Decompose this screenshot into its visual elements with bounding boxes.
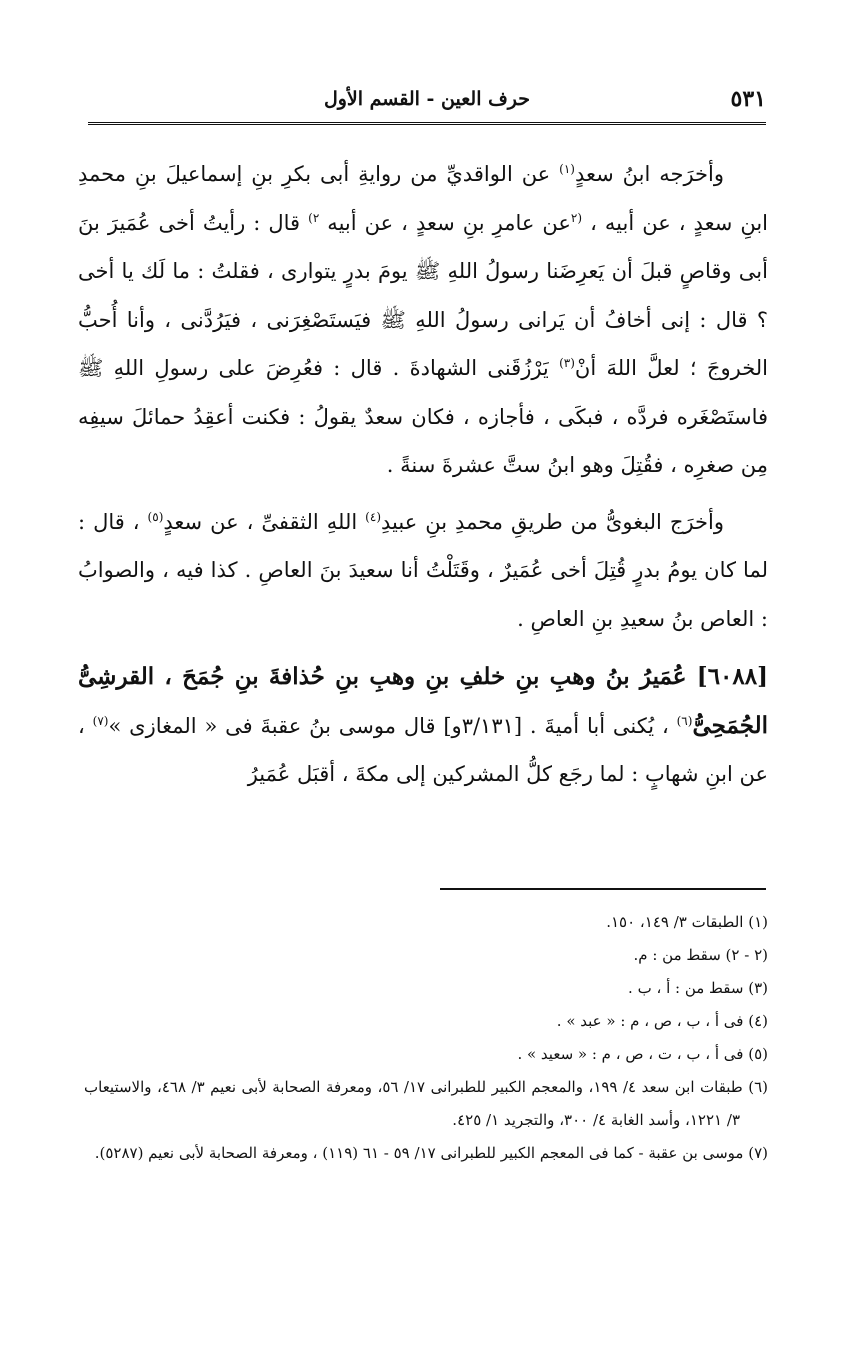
footnote: (٤) فى أ ، ب ، ص ، م : « عبد » . bbox=[556, 1012, 768, 1030]
footnote: (٣) سقط من : أ ، ب . bbox=[628, 979, 768, 997]
header-rule bbox=[88, 122, 766, 125]
footnote: (٢ - ٢) سقط من : م. bbox=[633, 946, 768, 964]
footnote: (١) الطبقات ٣/ ١٤٩، ١٥٠. bbox=[606, 913, 768, 931]
entry-6088 bbox=[78, 653, 768, 799]
footnote-ref: (١) bbox=[559, 162, 575, 176]
footnote-ref: ٢) bbox=[308, 210, 320, 225]
text-run: قال : رأيتُ أخى عُمَيرَ بنَ أبى وقاصٍ قبلَ أن يَعرِضَنا رسولُ اللهِ ﷺ يومَ بدرٍ يتوارى ، فقلتُ : ما لَك يا أخى ؟ قال : إنى أخافُ أن يَرانى رسولُ اللهِ ﷺ فيَستَصْغِرَنى ، فيَرُدَّنى ، وأنا أُحبُّ الخروجَ ؛ لعلَّ اللهَ أنْ bbox=[78, 210, 768, 380]
footnote-ref: (٦) bbox=[676, 713, 693, 728]
text-run: يَرْزُقَنى الشهادةَ . قال : فعُرِضَ على رسولِ اللهِ ﷺ فاستَصْغَره فردَّه ، فبكَى ، فأجازه ، فكان سعدٌ يقولُ : فكنت أعقِدُ حمائلَ سيفِه مِن صغرِه ، فقُتِلَ وهو ابنُ ستَّ عشرةَ سنةً . bbox=[78, 356, 768, 477]
footnote-ref: (٣) bbox=[559, 356, 575, 370]
entry-number: [٦٠٨٨] bbox=[696, 663, 768, 690]
footnote-ref: (٥) bbox=[147, 509, 164, 524]
footnote-ref: (٧) bbox=[92, 713, 109, 728]
text-run: ، قال : لما كان يومُ بدرٍ قُتِلَ أخى عُمَيرٌ ، وقَتَلْتُ أنا سعيدَ بنَ العاصِ . كذا فيه ، والصوابُ : العاص بنُ سعيدِ بنِ العاصِ . bbox=[78, 509, 768, 631]
footnote-ref: (٤) bbox=[365, 509, 381, 524]
paragraph-ibn-saad bbox=[78, 150, 768, 490]
entry-name: عُمَيرُ بنُ وهبِ بنِ خلفِ بنِ وهبِ بنِ حُذافةَ بنِ جُمَحَ ، القرشِىُّ الجُمَحِىُّ bbox=[78, 663, 768, 739]
footnotes bbox=[84, 906, 768, 1170]
main-text bbox=[78, 150, 768, 799]
footnote-separator bbox=[440, 888, 766, 890]
footnote: (٦) طبقات ابن سعد ٤/ ١٩٩، والمعجم الكبير للطبرانى ١٧/ ٥٦، ومعرفة الصحابة لأبى نعيم ٣/ ٤٦٨، والاستيعاب ٣/ ١٢٢١، وأسد الغابة ٤/ ٣٠٠، والتجريد ١/ ٤٢٥. bbox=[84, 1078, 769, 1129]
text-run: وأخرَجه ابنُ سعدٍ bbox=[574, 162, 724, 186]
text-run: اللهِ الثقفىِّ ، عن سعدٍ bbox=[163, 509, 366, 534]
running-header bbox=[88, 86, 766, 122]
text-run: وأخرَج البغوىُّ من طريقِ محمدِ بنِ عبيدِ bbox=[381, 509, 724, 534]
text-run: عن الواقديِّ من روايةِ أبى بكرِ بنِ إسماعيلَ بنِ محمدِ ابنِ سعدٍ ، عن أبيه ، bbox=[78, 162, 768, 235]
footnote: (٥) فى أ ، ب ، ت ، ص ، م : « سعيد » . bbox=[517, 1045, 768, 1063]
text-run: عن عامرِ بنِ سعدٍ ، عن أبيه bbox=[319, 210, 571, 235]
footnote: (٧) موسى بن عقبة - كما فى المعجم الكبير للطبرانى ١٧/ ٥٩ - ٦١ (١١٩) ، ومعرفة الصحابة لأبى نعيم (٥٢٨٧). bbox=[94, 1144, 768, 1162]
footnote-ref: (٢ bbox=[570, 210, 583, 225]
text-run: ، عن ابنِ شهابٍ : لما رجَع كلُّ المشركين إلى مكةَ ، أقبَل عُمَيرُ bbox=[78, 713, 768, 786]
page-number: ٥٣١ bbox=[730, 86, 766, 112]
header-title: حرف العين - القسم الأول bbox=[323, 88, 531, 110]
paragraph-baghawi bbox=[78, 498, 768, 644]
text-run: ، يُكنى أبا أميةَ . [٣/١٣١و] قال موسى بنُ عقبةَ فى « المغازى » bbox=[108, 713, 677, 738]
